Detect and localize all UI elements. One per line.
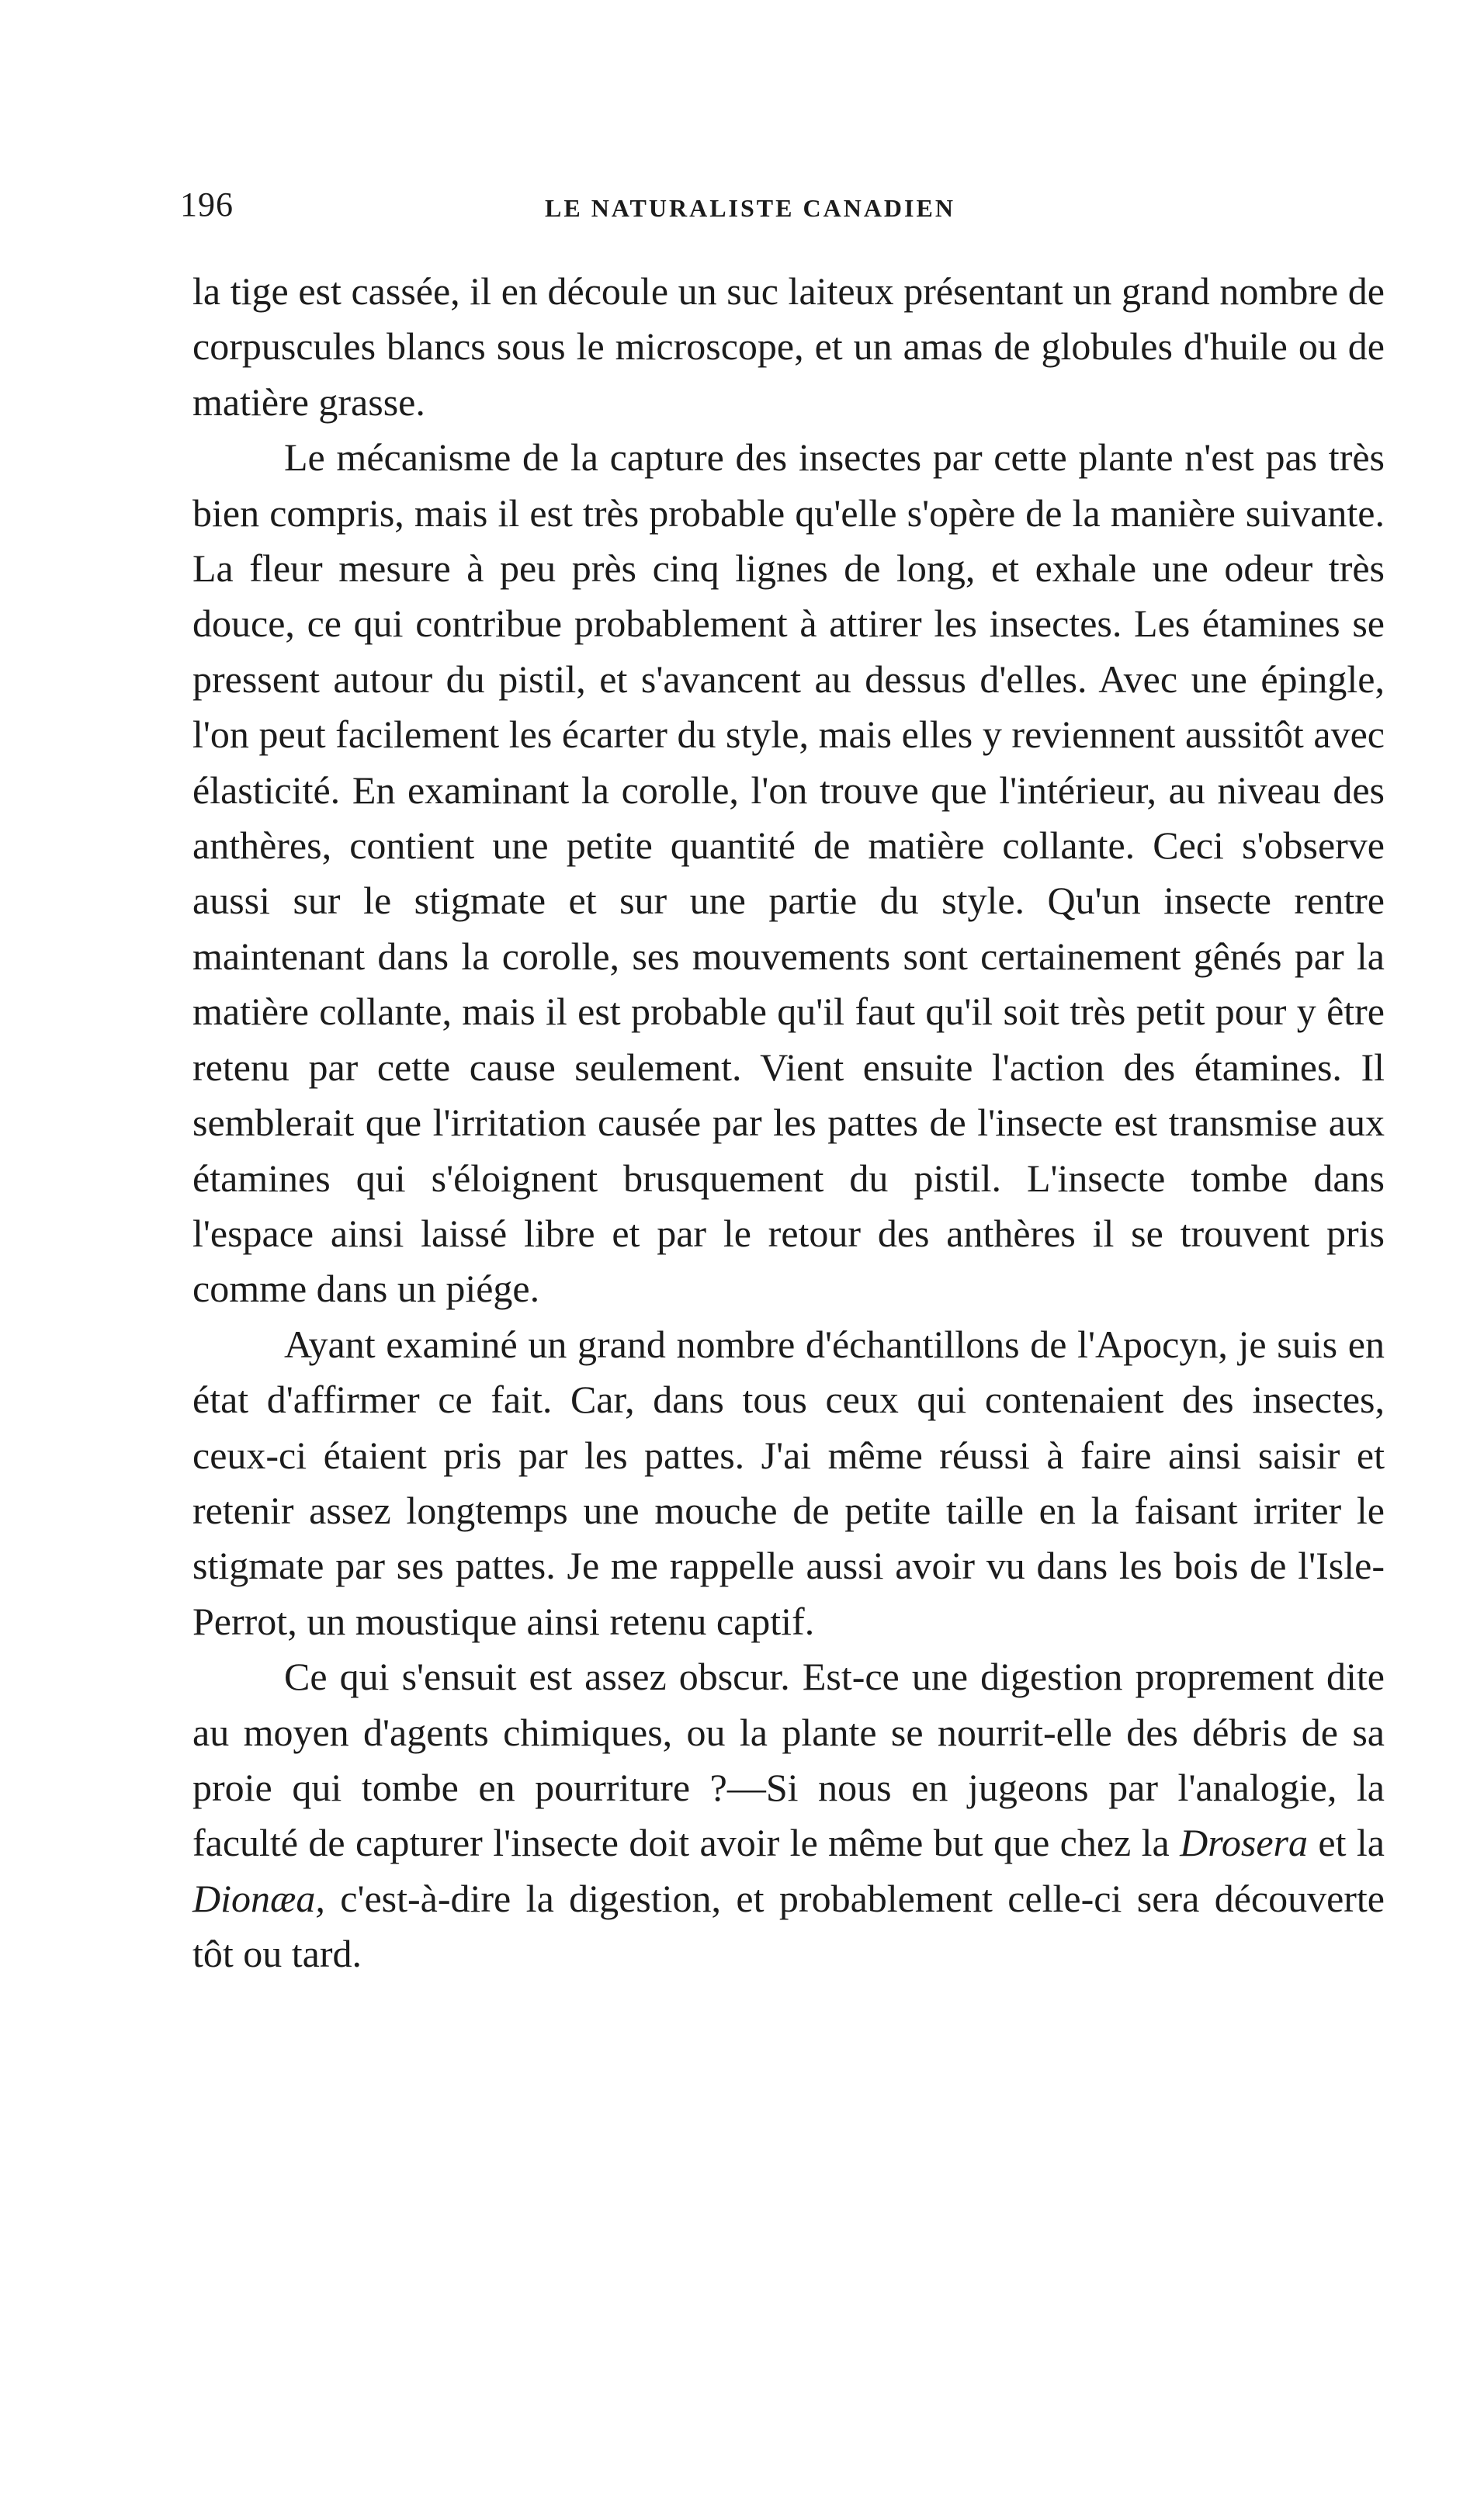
paragraph-4 [192, 1649, 1385, 1981]
page-header [180, 180, 1391, 230]
page-number: 196 [180, 185, 234, 224]
italic-dionaea: Dionæa, [192, 1876, 325, 1920]
paragraph-4-text-before: Ce qui s'ensuit est assez obscur. Est-ce une digestion proprement dite au moyen d'agents chimiques, ou la plante se nourrit-elle des débris de sa proie qui tombe en pourriture ?—Si nous en jugeons par l'analogie, la faculté de capturer l'insecte doit avoir le même but que chez la [192, 1655, 1385, 1865]
paragraph-2: Le mécanisme de la capture des insectes par cette plante n'est pas très bien compris, mais il est très probable qu'elle s'opère de la manière suivante. La fleur mesure à peu près cinq lignes de long, et exhale une odeur très douce, ce qui contribue probablement à attirer les insectes. Les étamines se pressent autour du pistil, et s'avancent au dessus d'elles. Avec une épingle, l'on peut facilement les écarter du style, mais elles y reviennent aussitôt avec élasticité. En examinant la corolle, l'on trouve que l'intérieur, au niveau des anthères, contient une petite quantité de matière collante. Ceci s'observe aussi sur le stigmate et sur une partie du style. Qu'un insecte rentre maintenant dans la corolle, ses mouvements sont certainement gênés par la matière collante, mais il est probable qu'il faut qu'il soit très petit pour y être retenu par cette cause seulement. Vient ensuite l'action des étamines. Il semblerait que l'irritation causée par les pattes de l'insecte est transmise aux étamines qui s'éloignent brusquement du pistil. L'insecte tombe dans l'espace ainsi laissé libre et par le retour des anthères il se trouvent pris comme dans un piége. [192, 435, 1385, 1311]
paragraph-3: Ayant examiné un grand nombre d'échantillons de l'Apocyn, je suis en état d'affirmer ce fait. Car, dans tous ceux qui contenaient des insectes, ceux-ci étaient pris par les pattes. J'ai même réussi à faire ainsi saisir et retenir assez longtemps une mouche de petite taille en la faisant irriter le stigmate par ses pattes. Je me rappelle aussi avoir vu dans les bois de l'Isle-Perrot, un moustique ainsi retenu captif. [192, 1322, 1385, 1643]
body-text [192, 264, 1385, 1982]
paragraph-4-text-middle: et la [1308, 1821, 1385, 1865]
paragraph-1: la tige est cassée, il en découle un suc laiteux présentant un grand nombre de corpuscules blancs sous le microscope, et un amas de globules d'huile ou de matière grasse. [192, 269, 1385, 424]
running-title: LE NATURALISTE CANADIEN [545, 194, 955, 222]
italic-drosera: Drosera [1180, 1821, 1308, 1865]
paragraph-4-text-after: c'est-à-dire la digestion, et probablement celle-ci sera découverte tôt ou tard. [192, 1876, 1385, 1976]
